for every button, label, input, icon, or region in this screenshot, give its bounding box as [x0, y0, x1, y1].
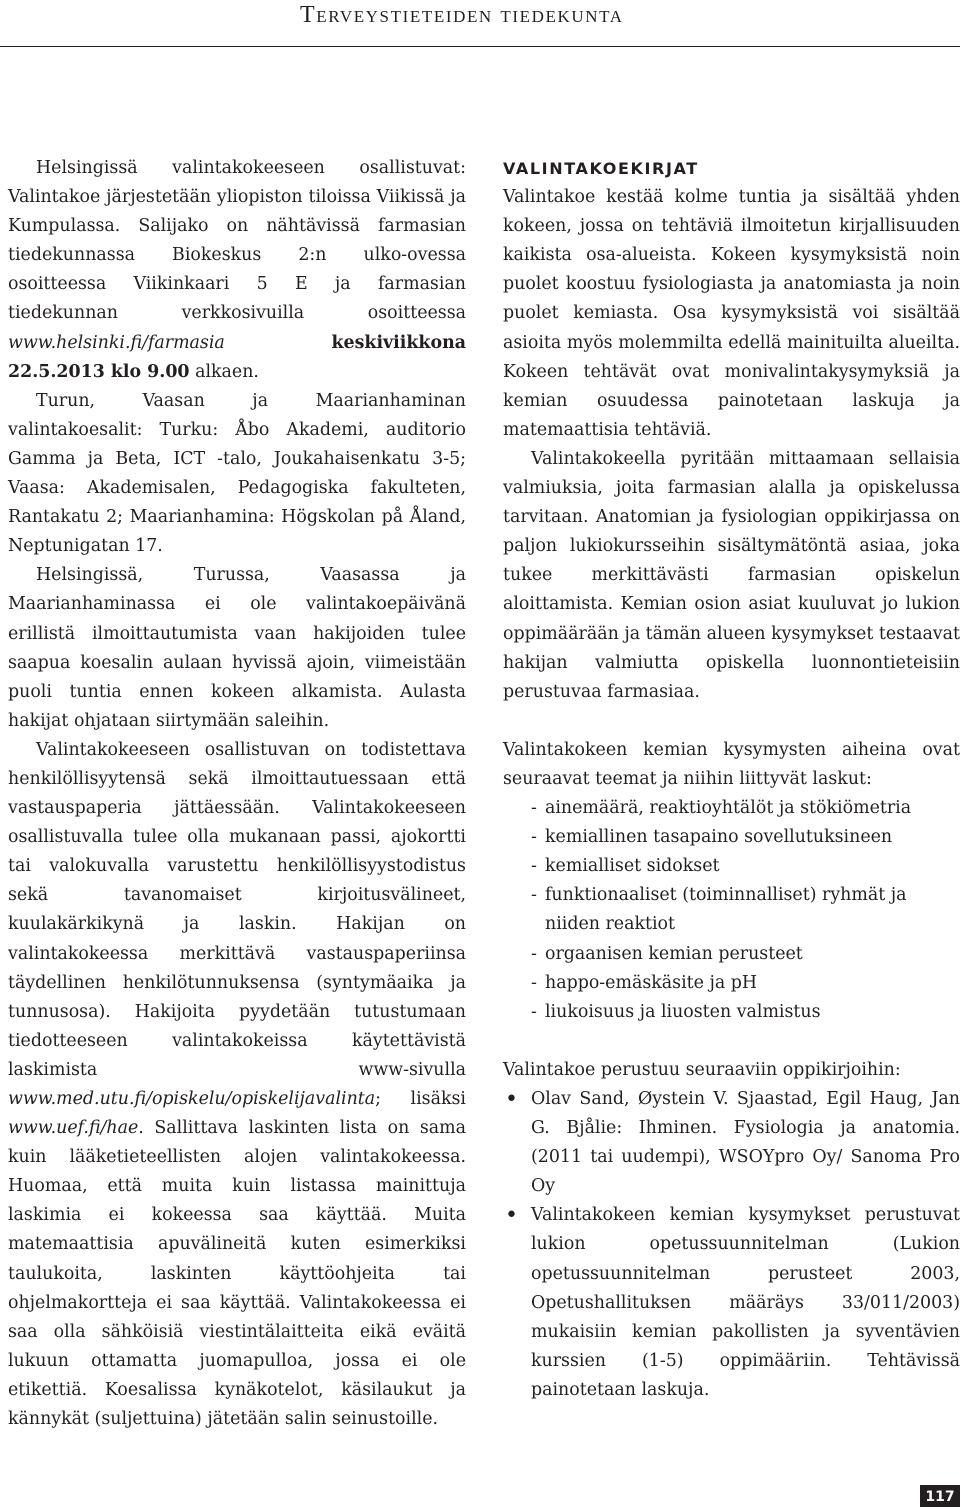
page-number: 117: [920, 1485, 960, 1507]
helsinki-exam-text: Helsingissä valintakokeeseen osallistuvat: Valintakoe järjestetään yliopiston tiloissa Viikissä ja Kumpulassa. Salijako on nähtävissä farmasian tiedekunnassa Biokeskus 2:n ulko-ovessa osoitteessa Viikinkaari 5 E ja farmasian tiedekunnan verkkosivuilla osoitteessa: [8, 158, 466, 324]
right-column: [503, 154, 960, 1405]
helsinki-exam-location-paragraph: [8, 154, 466, 387]
also-text: ; lisäksi: [375, 1089, 466, 1109]
list-item: • Valintakokeen kemian kysymykset perustuvat lukion opetussuunnitelman (Lukion opetussuunnitelman perusteet 2003, Opetushallituksen määräys 33/011/2003) mukaisiin kemian pakollisten ja syventävien kurssien (1-5) oppimääriin. Tehtävissä painotetaan laskuja.: [503, 1201, 960, 1405]
faculty-title: Terveystieteiden tiedekunta: [300, 2, 624, 28]
list-item: - funktionaaliset (toiminnalliset) ryhmät ja niiden reaktiot: [531, 881, 960, 939]
textbooks-intro: Valintakoe perustuu seuraaviin oppikirjoihin:: [503, 1059, 901, 1080]
registration-paragraph: Helsingissä, Turussa, Vaasassa ja Maarianhaminassa ei ole valintakoepäivänä erillistä ilmoittautumista vaan hakijoiden tulee saapua koesalin aulaan hyvissä ajoin, viimeistään puoli tuntia ennen kokeen alkamista. Aulasta hakijat ohjataan siirtymään saleihin.: [8, 565, 466, 731]
identification-paragraph: [8, 736, 466, 1434]
list-item: - happo-emäskäsite ja pH: [531, 969, 960, 998]
running-header: [0, 0, 960, 48]
textbooks-list: [503, 1085, 960, 1405]
list-item: - orgaanisen kemian perusteet: [531, 940, 960, 969]
list-item: - liukoisuus ja liuosten valmistus: [531, 998, 960, 1027]
header-divider: [0, 46, 960, 47]
exam-date-suffix: alkaen.: [189, 361, 259, 382]
list-item: • Olav Sand, Øystein V. Sjaastad, Egil Haug, Jan G. Bjålie: Ihminen. Fysiologia ja anatomia. (2011 tai uudempi), WSOYpro Oy/ Sanoma Pro Oy: [503, 1085, 960, 1201]
section-heading: VALINTAKOEKIRJAT: [503, 159, 699, 178]
chemistry-topics-intro: Valintakokeen kemian kysymysten aiheina ovat seuraavat teemat ja niihin liittyvät laskut:: [503, 739, 960, 789]
exam-purpose-paragraph: Valintakokeella pyritään mittaamaan sellaisia valmiuksia, joita farmasian alalla ja opiskelussa tarvitaan. Anatomian ja fysiologian oppikirjassa on paljon lukiokursseihin sisältymätöntä asiaa, joka tukee merkittävästi farmasian opiskelun aloittamista. Kemian osion asiat kuuluvat jo lukion oppimäärään ja tämän alueen kysymykset testaavat hakijan valmiutta opiskella luonnontieteisiin perustuvaa farmasiaa.: [503, 448, 960, 702]
list-item: - kemialliset sidokset: [531, 852, 960, 881]
turku-vaasa-halls-paragraph: Turun, Vaasan ja Maarianhaminan valintakoesalit: Turku: Åbo Akademi, auditorio Gamma ja Beta, ICT -talo, Joukahaisenkatu 3-5; Vaasa: Akademisalen, Pedagogiska fakulteten, Rantakatu 2; Maarianhamina: Högskolan på Åland, Neptunigatan 17.: [8, 390, 466, 557]
left-column: [8, 154, 466, 1434]
farmasia-link[interactable]: www.helsinki.fi/farmasia: [8, 332, 225, 353]
list-item: - ainemäärä, reaktioyhtälöt ja stökiömetria: [531, 794, 960, 823]
exam-date: keskiviikkona 22.5.2013 klo 9.00: [8, 332, 466, 382]
uef-link[interactable]: www.uef.fi/hae: [8, 1118, 139, 1139]
utu-link[interactable]: www.med.utu.fi/opiskelu/opiskelijavalinta: [8, 1089, 376, 1109]
identification-text: Valintakokeeseen osallistuvan on todistettava henkilöllisyytensä sekä ilmoittautuessaan että vastauspaperia jättäessään. Valintakokeeseen osallistuvalla tulee olla mukanaan passi, ajokortti tai valokuvalla varustettu henkilöllisyystodistus sekä tavanomaiset kirjoitusvälineet, kuulakärkikynä ja laskin. Hakijan on valintakokeessa merkittävä vastauspaperiinsa täydellinen henkilötunnuksensa (syntymäaika ja tunnusosa). Hakijoita pyydetään tutustumaan tiedotteeseen valintakokeissa käytettävistä laskimista www-sivulla: [8, 739, 466, 1080]
chemistry-topics-list: [503, 794, 960, 1027]
exam-description-paragraph: Valintakoe kestää kolme tuntia ja sisältää yhden kokeen, jossa on tehtäviä ilmoitetun kirjallisuuden kaikista osa-alueista. Kokeen kysymyksistä noin puolet koostuu fysiologiasta ja anatomiasta ja noin puolet kemiasta. Osa kysymyksistä voi sisältää asioita myös molemmilta edellä mainituilta alueilta. Kokeen tehtävät ovat monivalintakysymyksiä ja kemian osuudessa painotetaan laskuja ja matemaattisia tehtäviä.: [503, 187, 960, 440]
calculator-rules-text: . Sallittava laskinten lista on sama kuin lääketieteellisten alojen valintakokeessa. Huomaa, että muita kuin listassa mainittuja laskimia ei kokeessa saa käyttää. Muita matemaattisia apuvälineitä kuten esimerkiksi taulukoita, laskinten käyttöohjeita tai ohjelmakortteja ei saa käyttää. Valintakokeessa ei saa olla sähköisiä viestintälaitteita eikä eväitä lukuun ottamatta juomapulloa, jossa ei ole etikettiä. Koesalissa kynäkotelot, käsilaukut ja kännykät (suljettuina) jätetään salin seinustoille.: [8, 1118, 466, 1430]
list-item: - kemiallinen tasapaino sovellutuksineen: [531, 823, 960, 852]
